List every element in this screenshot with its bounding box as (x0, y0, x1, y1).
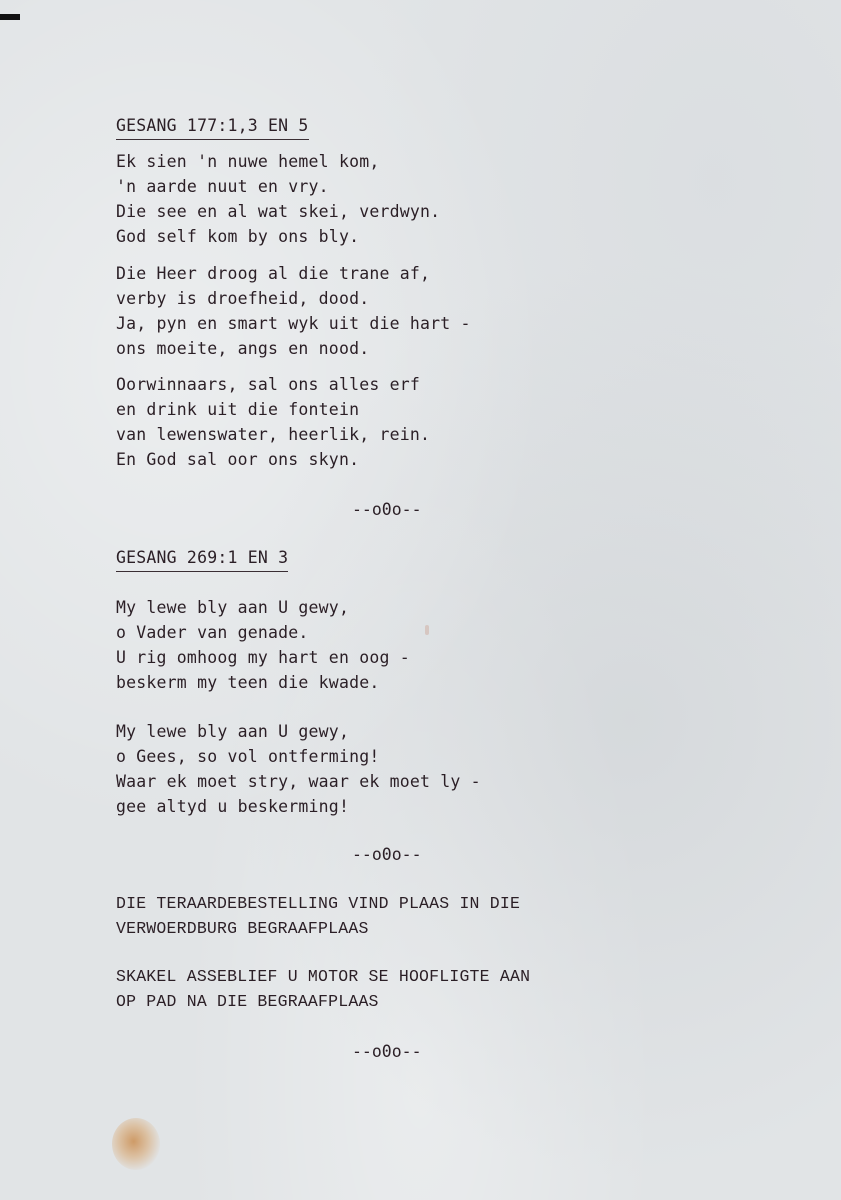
hymn-177-stanza-2 (116, 261, 471, 361)
verse-line: 'n aarde nuut en vry. (116, 177, 329, 196)
verse-line: My lewe bly aan U gewy, (116, 722, 350, 741)
headlights-notice (116, 964, 530, 1014)
section-separator: --o0o-- (352, 500, 422, 519)
section-separator: --o0o-- (352, 1042, 422, 1061)
notice-line: SKAKEL ASSEBLIEF U MOTOR SE HOOFLIGTE AAN (116, 967, 531, 986)
verse-line: God self kom by ons bly. (116, 227, 360, 246)
verse-line: en drink uit die fontein (116, 400, 360, 419)
hymn-269-stanza-2 (116, 719, 481, 819)
verse-line: o Vader van genade. (116, 623, 309, 642)
hymn-177-heading: GESANG 177:1,3 EN 5 (116, 116, 309, 140)
hymn-269-stanza-1 (116, 595, 410, 695)
verse-line: Ek sien 'n nuwe hemel kom, (116, 152, 380, 171)
notice-line: OP PAD NA DIE BEGRAAFPLAAS (116, 992, 379, 1011)
notice-line: VERWOERDBURG BEGRAAFPLAAS (116, 919, 369, 938)
verse-line: My lewe bly aan U gewy, (116, 598, 350, 617)
verse-line: beskerm my teen die kwade. (116, 673, 380, 692)
verse-line: gee altyd u beskerming! (116, 797, 350, 816)
verse-line: Oorwinnaars, sal ons alles erf (116, 375, 421, 394)
verse-line: Die see en al wat skei, verdwyn. (116, 202, 441, 221)
hymn-177-stanza-3 (116, 372, 430, 472)
paper-stain (112, 1118, 160, 1170)
corner-mark (0, 14, 20, 20)
paper-mark (425, 625, 429, 635)
notice-line: DIE TERAARDEBESTELLING VIND PLAAS IN DIE (116, 894, 521, 913)
hymn-177-stanza-1 (116, 149, 440, 249)
verse-line: En God sal oor ons skyn. (116, 450, 360, 469)
verse-line: Waar ek moet stry, waar ek moet ly - (116, 772, 481, 791)
verse-line: Ja, pyn en smart wyk uit die hart - (116, 314, 471, 333)
verse-line: o Gees, so vol ontferming! (116, 747, 380, 766)
section-separator: --o0o-- (352, 845, 422, 864)
verse-line: verby is droefheid, dood. (116, 289, 370, 308)
verse-line: U rig omhoog my hart en oog - (116, 648, 410, 667)
hymn-269-heading: GESANG 269:1 EN 3 (116, 548, 288, 572)
verse-line: ons moeite, angs en nood. (116, 339, 370, 358)
verse-line: Die Heer droog al die trane af, (116, 264, 431, 283)
verse-line: van lewenswater, heerlik, rein. (116, 425, 431, 444)
burial-notice (116, 891, 520, 941)
